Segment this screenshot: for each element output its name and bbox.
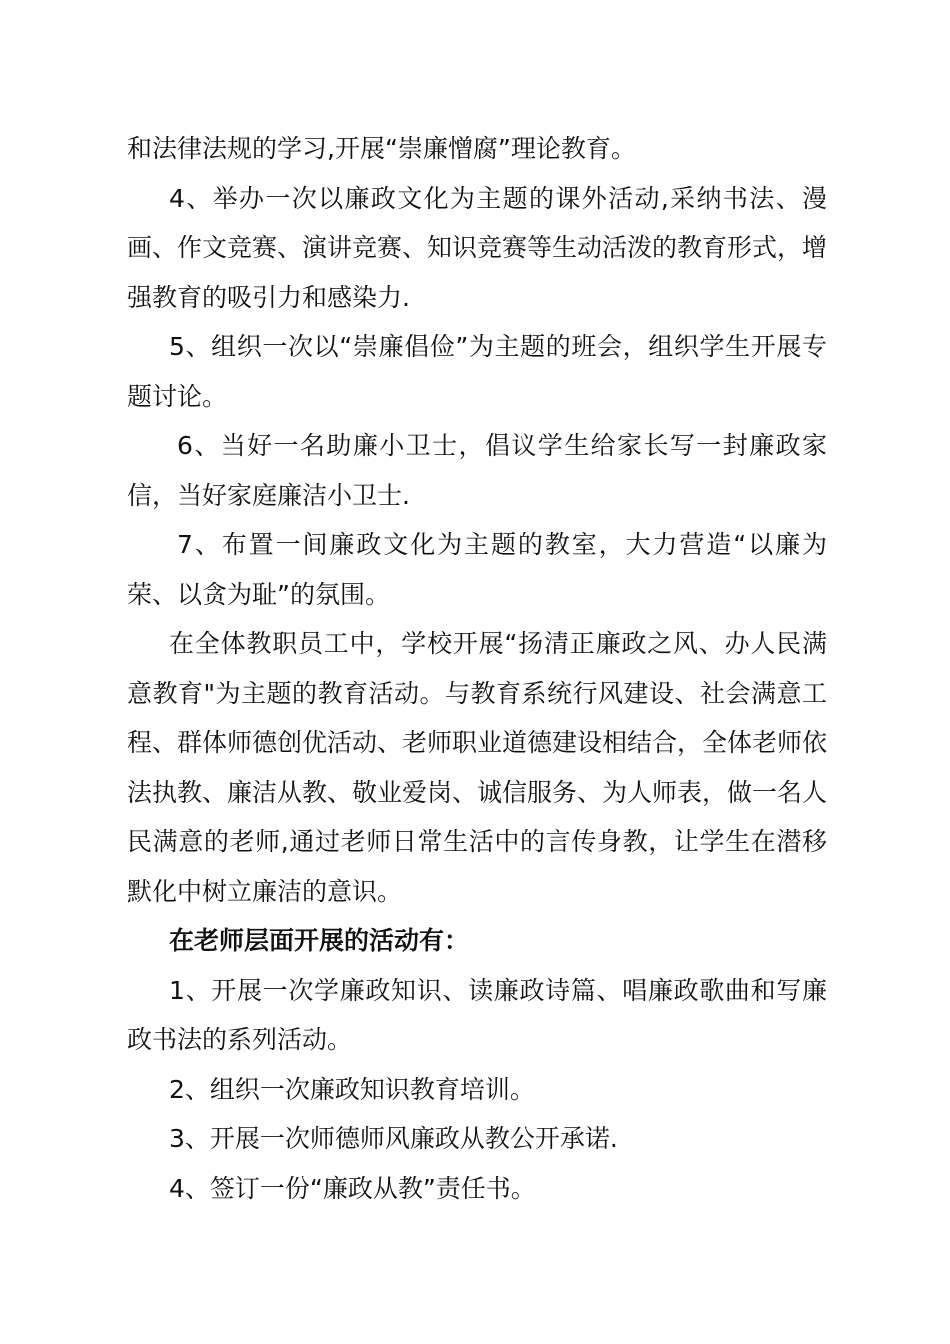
paragraph-teacher-item-4: 4、签订一份“廉政从教”责任书。 (169, 1173, 536, 1203)
paragraph-staff-activities: 在全体教职员工中，学校开展“扬清正廉政之风、办人民满意教育"为主题的教育活动。与教育系统行风建设、社会满意工程、群体师德创优活动、老师职业道德建设相结合，全体老师依法执教、廉洁从教、敬业爱岗、诚信服务、为人师表，做一名人民满意的老师,通过老师日常生活中的言传身教，让学生在潜移默化中树立廉洁的意识。 (127, 629, 828, 906)
paragraph-teacher-item-1: 1、开展一次学廉政知识、读廉政诗篇、唱廉政歌曲和写廉政书法的系列活动。 (127, 975, 827, 1054)
paragraph-teacher-item-2: 2、组织一次廉政知识教育培训。 (169, 1074, 535, 1104)
paragraph-item-4: 4、举办一次以廉政文化为主题的课外活动,采纳书法、漫画、作文竞赛、演讲竞赛、知识竞赛等生动活泼的教育形式，增强教育的吸引力和感染力. (127, 183, 828, 312)
paragraph-item-6: 6、当好一名助廉小卫士，倡议学生给家长写一封廉政家信，当好家庭廉洁小卫士. (127, 431, 827, 510)
document-body (127, 124, 827, 1213)
paragraph-teacher-item-3: 3、开展一次师德师风廉政从教公开承诺. (169, 1124, 618, 1153)
section-heading-teacher-activities: 在老师层面开展的活动有： (169, 926, 470, 955)
paragraph-item-5: 5、组织一次以“崇廉倡俭”为主题的班会，组织学生开展专题讨论。 (127, 332, 827, 411)
paragraph-continuation: 和法律法规的学习,开展“崇廉憎腐”理论教育。 (127, 134, 636, 163)
paragraph-item-7: 7、布置一间廉政文化为主题的教室，大力营造“以廉为荣、以贪为耻”的氛围。 (127, 530, 827, 609)
